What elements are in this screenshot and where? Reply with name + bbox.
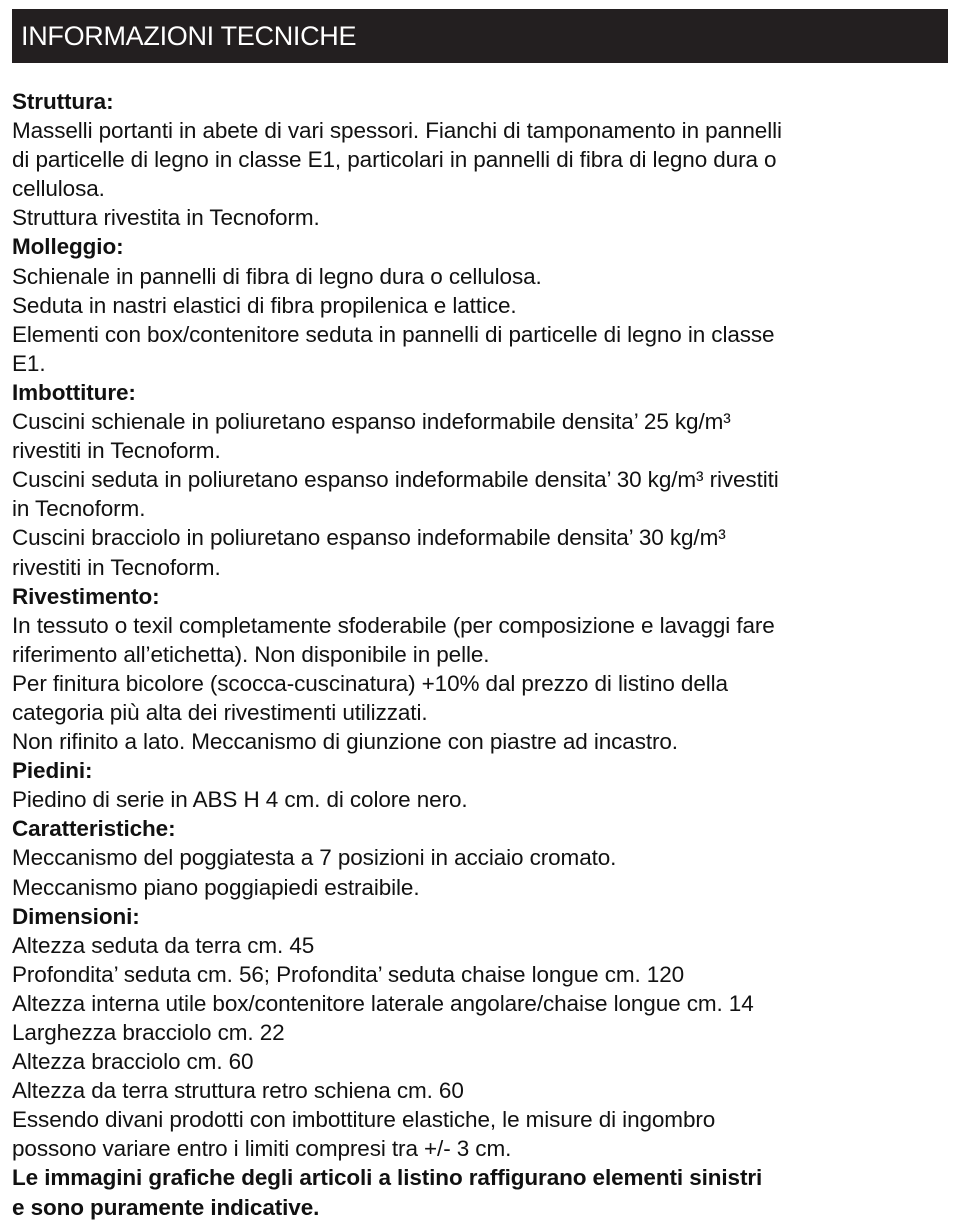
section-molleggio — [12, 232, 946, 377]
footnote — [12, 1163, 946, 1221]
section-title-struttura: Struttura: — [12, 89, 114, 114]
dimensioni-line: Profondita’ seduta cm. 56; Profondita’ seduta chaise longue cm. 120 — [12, 961, 685, 987]
rivestimento-line: categoria più alta dei rivestimenti utilizzati. — [12, 699, 428, 725]
section-caratteristiche — [12, 814, 946, 901]
rivestimento-line: Per finitura bicolore (scocca-cuscinatura) +10% dal prezzo di listino della — [12, 670, 728, 696]
section-title-dimensioni: Dimensioni: — [12, 903, 140, 929]
imbottiture-line: Cuscini bracciolo in poliuretano espanso indeformabile densita’ 30 kg/m³ — [12, 525, 726, 551]
rivestimento-line: riferimento all’etichetta). Non disponibile in pelle. — [12, 641, 490, 667]
caratteristiche-line: Meccanismo del poggiatesta a 7 posizioni in acciaio cromato. — [12, 845, 617, 871]
section-struttura — [12, 87, 946, 232]
section-imbottiture — [12, 378, 946, 582]
struttura-line: di particelle di legno in classe E1, particolari in pannelli di fibra di legno dura o — [12, 147, 777, 173]
header-bar — [12, 9, 948, 63]
molleggio-line: E1. — [12, 350, 46, 376]
section-dimensioni — [12, 902, 946, 1164]
section-title-imbottiture: Imbottiture: — [12, 379, 136, 405]
dimensioni-line: Larghezza bracciolo cm. 22 — [12, 1020, 285, 1045]
section-title-molleggio: Molleggio: — [12, 234, 124, 260]
dimensioni-line: Altezza bracciolo cm. 60 — [12, 1049, 254, 1075]
piedini-line: Piedino di serie in ABS H 4 cm. di colore nero. — [12, 787, 468, 813]
section-piedini — [12, 756, 946, 814]
imbottiture-line: Cuscini schienale in poliuretano espanso indeformabile densita’ 25 kg/m³ — [12, 409, 731, 435]
molleggio-line: Schienale in pannelli di fibra di legno dura o cellulosa. — [12, 263, 542, 289]
footnote-line: Le immagini grafiche degli articoli a listino raffigurano elementi sinistri — [12, 1165, 763, 1191]
section-title-piedini: Piedini: — [12, 758, 93, 784]
dimensioni-line: possono variare entro i limiti compresi tra +/- 3 cm. — [12, 1136, 512, 1162]
dimensioni-line: Altezza interna utile box/contenitore laterale angolare/chaise longue cm. 14 — [12, 990, 754, 1016]
technical-info-content — [12, 87, 946, 1222]
footnote-line: e sono puramente indicative. — [12, 1194, 320, 1220]
dimensioni-line: Altezza da terra struttura retro schiena cm. 60 — [12, 1078, 464, 1104]
rivestimento-line: Non rifinito a lato. Meccanismo di giunzione con piastre ad incastro. — [12, 729, 678, 755]
imbottiture-line: rivestiti in Tecnoform. — [12, 438, 221, 464]
struttura-line: cellulosa. — [12, 176, 105, 202]
struttura-line: Struttura rivestita in Tecnoform. — [12, 205, 320, 231]
dimensioni-line: Altezza seduta da terra cm. 45 — [12, 932, 315, 958]
imbottiture-line: rivestiti in Tecnoform. — [12, 554, 221, 580]
imbottiture-line: in Tecnoform. — [12, 496, 146, 522]
section-title-caratteristiche: Caratteristiche: — [12, 816, 176, 842]
molleggio-line: Seduta in nastri elastici di fibra propilenica e lattice. — [12, 292, 517, 318]
section-title-rivestimento: Rivestimento: — [12, 583, 160, 609]
imbottiture-line: Cuscini seduta in poliuretano espanso indeformabile densita’ 30 kg/m³ rivestiti — [12, 467, 779, 493]
caratteristiche-line: Meccanismo piano poggiapiedi estraibile. — [12, 874, 420, 900]
molleggio-line: Elementi con box/contenitore seduta in pannelli di particelle di legno in classe — [12, 321, 775, 347]
struttura-line: Masselli portanti in abete di vari spessori. Fianchi di tamponamento in pannelli — [12, 118, 782, 144]
rivestimento-line: In tessuto o texil completamente sfoderabile (per composizione e lavaggi fare — [12, 612, 775, 638]
dimensioni-line: Essendo divani prodotti con imbottiture elastiche, le misure di ingombro — [12, 1107, 716, 1133]
page-title: INFORMAZIONI TECNICHE — [21, 20, 357, 51]
section-rivestimento — [12, 582, 946, 757]
